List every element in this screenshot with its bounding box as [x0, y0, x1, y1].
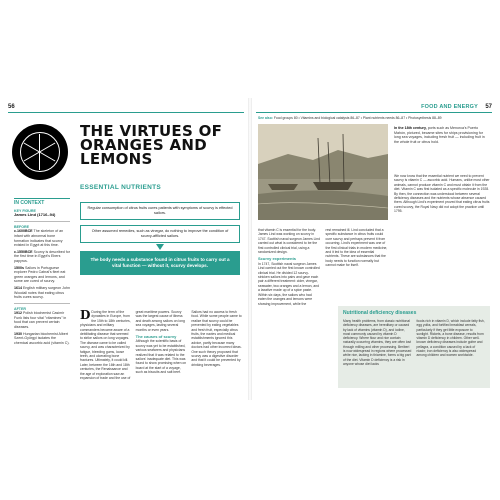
top-rule-right [256, 112, 492, 113]
flow-diagram [80, 202, 240, 275]
harbour-painting [258, 124, 388, 220]
flow-box-2: Other assumed remedies, such as vinegar, do nothing to improve the condition of scurvy-afflicted sailors. [80, 225, 240, 243]
body-column-1: D During the term of the dynasties in Europe, from the 15th to 18th centuries, physicians and military commanders became aware of a debilitating disease that seemed to strike sailors on long voyages. The disease came to be called scurvy, and was characterized by fatigue, bleeding gums, loose teeth, and ulcerating bone fractures. Ultimately, it could kill. Later, between the 16th and 18th centuries, the Renaissance and the age of exploration saw an expansion of trade and the use of [80, 308, 131, 381]
panel-title: Nutritional deficiency diseases [343, 310, 417, 316]
key-figure-label: KEY FIGURE [14, 208, 36, 213]
body-text-right-column: We now know that the essential nutrient we need to prevent scurvy is vitamin C — ascorbic acid. Humans, unlike most other animals, cannot produce vitamin C and must obtain it from the diet. Vitamin C was first isolated as a specific molecule in 1928. By then, the connection was understood between several deficiency diseases and the nutrients whose absence caused them. Although Lind's experiment proved that eating citrus fruits cured scurvy, the Royal Navy did not adopt the practice until 1795. [394, 174, 490, 214]
body-column-4: that vitamin C is essential for the body. James Lind was working on scurvy in 1747. Scottish naval surgeon James Lind carried out what is considered to be the first controlled clinical trial, using a randomized design. Scurvy experiments In 1747, Scottish naval surgeon James Lind carried out the first known controlled clinical trial. He divided 12 scurvy-stricken sailors into pairs and gave each pair a different treatment: cider, vinegar, seawater, two oranges and a lemon, and a laxative made up of a spice paste. Within six days, the sailors who had eaten the oranges and lemons were showing improvement, while the [258, 228, 321, 306]
subheading: The causes of scurvy [135, 334, 177, 340]
body-column-5: rest remained ill. Lind concluded that a specific substance in citrus fruits could cure scurvy and perhaps prevent it from occurring. Lind's experiment was one of the first clinical trials in modern medicine, and it led to the idea of essential nutrients. These are substances that the body needs to function normally but cannot make for itself. [325, 228, 388, 268]
flow-box-conclusion: The body needs a substance found in citrus fruits to carry out a vital function — without it, scurvy develops. [80, 251, 240, 275]
context-item: 1614 English military surgeon John Woodall notes that eating citrus fruits cures scurvy. [14, 285, 70, 300]
page-number-left: 56 [8, 104, 15, 110]
context-item: 1500s Sailors in Portuguese explorer Pedro Cabral's fleet eat green oranges and lemons, and some are cured of scurvy. [14, 265, 66, 284]
body-text-left [80, 310, 242, 381]
context-heading: IN CONTEXT [14, 198, 70, 206]
context-item: 1912 Polish biochemist Casimir Funk lists four vital "vitamines" in food that can prevent certain diseases. [14, 311, 67, 330]
page-subtitle: ESSENTIAL NUTRIENTS [80, 184, 162, 191]
page-title: THE VIRTUES OF ORANGES AND LEMONS [80, 122, 223, 168]
see-also: See also: Food groups 80 • Vitamins and biological catalysts 86–87 • Plant nutrients needs 86–87 • Photosynthesis 88–89 [258, 116, 442, 120]
key-figure: James Lind (1716–94) [14, 212, 56, 218]
in-context-sidebar [14, 198, 70, 347]
page-number-right: 57 [485, 104, 492, 110]
context-item: 1930 Hungarian biochemist Albert Szent-Györgyi isolates the chemical ascorbic acid (vitamin C). [14, 331, 70, 345]
body-text-right [258, 228, 388, 308]
photo-caption: In the 18th century, ports such as Menorca's Puerto Mahón, pictured, became sites for ships provisioning for long sea voyages, including fresh fruit — including fruit in the whole fruit or citrus hold. [394, 126, 485, 144]
after-label: AFTER [14, 306, 26, 311]
body-column-2: great maritime powers. Scurvy was the largest cause of illness and death among sailors on long sea voyages, lasting several months or even years. The causes of scurvy Although the scientific basis of scurvy was yet to be established, various seafarers and physicians realized that it was related to the sailors' inadequate diet. This was found to show promising when on board at the start of a voyage, such as biscuits and salt beef. [135, 310, 187, 375]
context-item: c.1550BCE Scurvy is described for the first time in Egypt's Ebers papyrus. [14, 249, 70, 263]
before-label: BEFORE [14, 224, 29, 229]
citrus-slice-icon [12, 124, 68, 180]
panel-column-1: Many health problems, from classic nutritional deficiency diseases, are hereditary or caused by lack of vitamins (vitamin D), and iodine, most commonly caused by vitamin D deficiency. Where flour and rice contain naturally occurring vitamins, they are often lost through milling and other processing. Beriberi is now widespread in regions where processed white rice, lacking in thiamine, forms a big part of the diet. Vitamin D deficiency is a risk in anyone whose diet lacks [343, 319, 412, 366]
context-item: c.1600BCE The skeleton of an infant with abnormal bone formation indicates that scurvy existed in Egypt at this time. [14, 229, 64, 248]
top-rule-left [8, 112, 244, 113]
deficiency-panel [338, 306, 490, 388]
book-spread [0, 98, 500, 400]
drop-cap: D [80, 308, 91, 322]
body-column-3: Sailors had no access to fresh food. While some people came to realize that scurvy could be prevented by eating vegetables and fresh fruit, especially citrus fruits, the navies and medical establishments ignored this advice, partly because many doctors had other incorrect ideas. One such theory proposed that scurvy was a digestive disorder and that it could be prevented by drinking beverages. [191, 310, 242, 367]
gutter [248, 98, 252, 400]
section-label: FOOD AND ENERGY [421, 104, 478, 110]
down-arrow-icon [156, 244, 164, 250]
panel-column-2: foods rich in vitamin D, which include fatty fish, egg yolks, and fortified breakfast cereals, particularly if they get little exposure to sunlight. Rickets, a bone disease, results from vitamin D deficiency in children. Other well-known deficiency diseases include goitre and pellagra, a condition caused by a lack of niacin; iron deficiency is also widespread among children and women worldwide. [416, 319, 485, 358]
flow-box-1: Regular consumption of citrus fruits cures patients with symptoms of scurvy is effected sailors. [80, 202, 240, 220]
subheading: Scurvy experiments [258, 256, 297, 262]
